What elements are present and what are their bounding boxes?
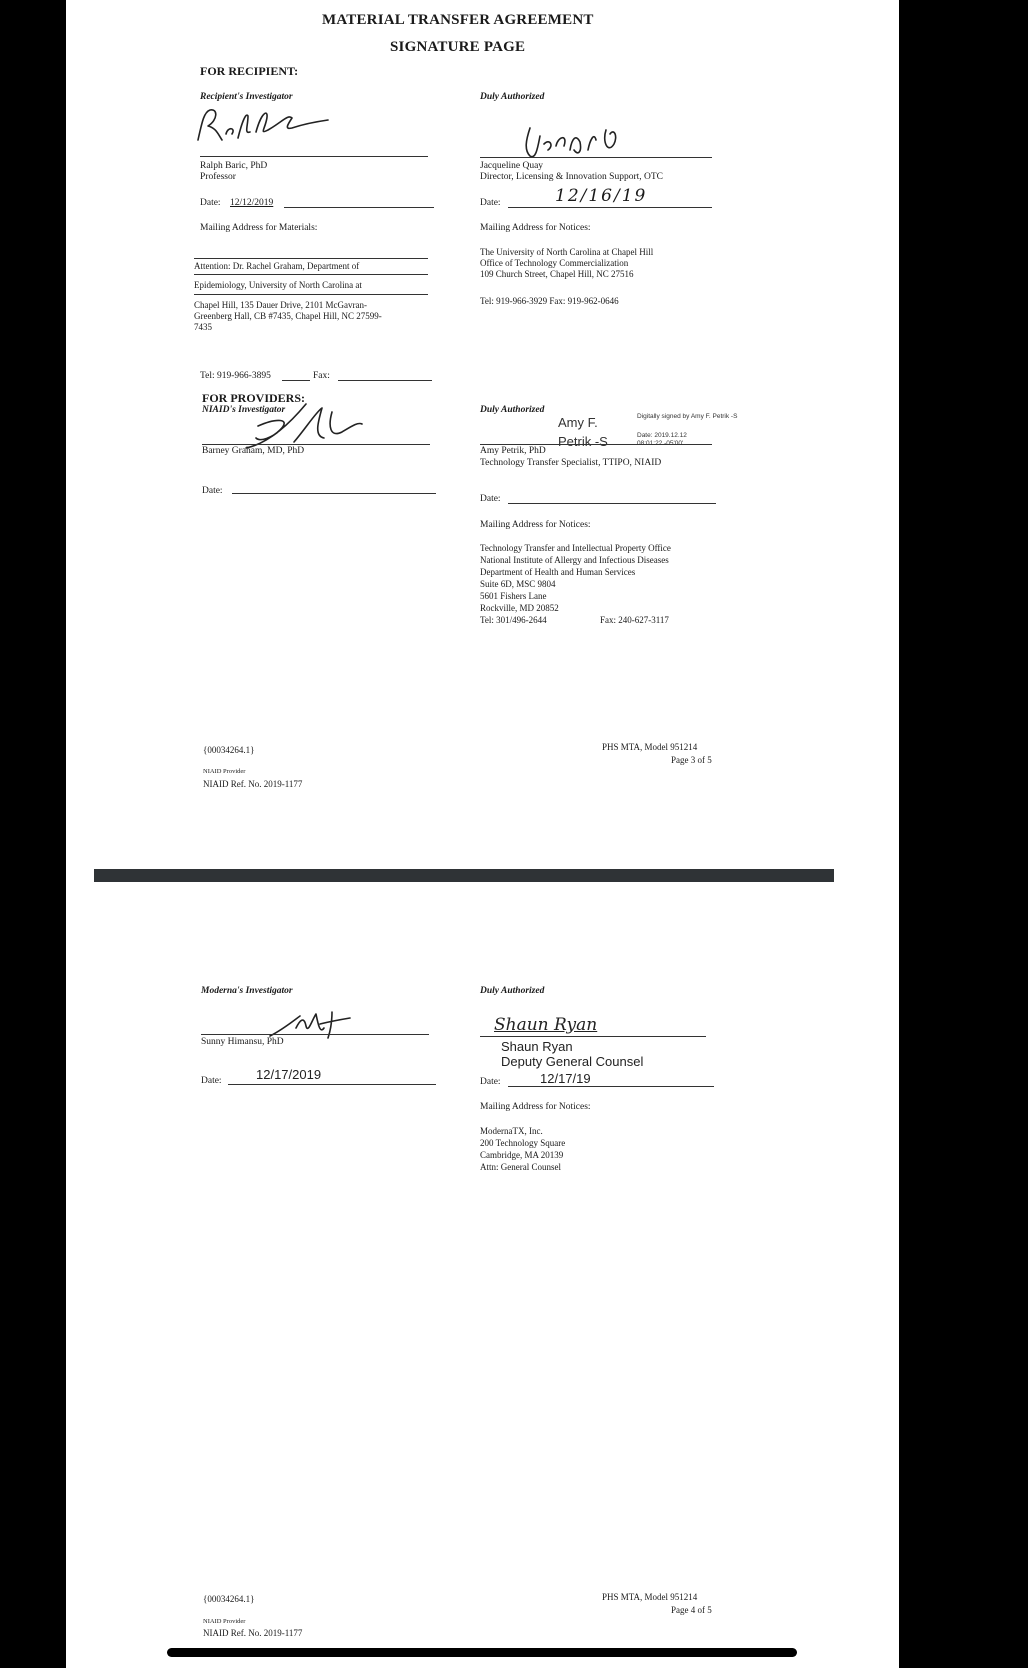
recipient-official-name: Jacqueline Quay: [480, 161, 544, 171]
recipient-address-line-1: Attention: Dr. Rachel Graham, Department of: [194, 261, 360, 271]
recipient-address-line-5: 7435: [194, 322, 212, 332]
recipient-official-title: Director, Licensing & Innovation Support, OTC: [480, 172, 663, 182]
moderna-official-address-line-2: 200 Technology Square: [480, 1138, 566, 1148]
document-title: MATERIAL TRANSFER AGREEMENT: [322, 12, 594, 28]
recipient-fax-line: [338, 380, 432, 381]
digital-signature-name-1: Amy F.: [558, 415, 598, 430]
provider-official-name: Amy Petrik, PhD: [480, 446, 546, 456]
recipient-address-line-3: Chapel Hill, 135 Dauer Drive, 2101 McGavran-: [194, 300, 367, 310]
recipient-official-role: Duly Authorized: [480, 92, 545, 102]
recipient-investigator-name: Ralph Baric, PhD: [200, 161, 268, 171]
provider-date-line: [232, 493, 436, 494]
moderna-investigator-date-line: [228, 1084, 436, 1085]
provider-heading: FOR PROVIDERS:: [202, 391, 306, 405]
provider-official-title: Technology Transfer Specialist, TTIPO, NIAID: [480, 458, 662, 468]
provider-investigator-name: Barney Graham, MD, PhD: [202, 446, 305, 456]
digital-signature-time: 08:01:22 -05'00': [637, 440, 684, 447]
moderna-investigator-role: Moderna's Investigator: [201, 986, 293, 996]
recipient-official-signature-line: [480, 157, 712, 158]
recipient-official-address-line-1: The University of North Carolina at Chapel Hill: [480, 247, 654, 257]
moderna-investigator-name: Sunny Himansu, PhD: [201, 1037, 284, 1047]
moderna-official-address-line-1: ModernaTX, Inc.: [480, 1126, 543, 1136]
page4-model: PHS MTA, Model 951214: [602, 1592, 698, 1602]
digital-signature-note: Digitally signed by Amy F. Petrik -S: [637, 413, 738, 420]
recipient-investigator-role: Recipient's Investigator: [200, 92, 293, 102]
moderna-investigator-date-label: Date:: [201, 1076, 222, 1086]
recipient-tel-value: 919-966-3895: [217, 371, 271, 381]
page3-model: PHS MTA, Model 951214: [602, 742, 698, 752]
home-indicator[interactable]: [167, 1648, 797, 1657]
recipient-tel-line: [282, 380, 310, 381]
recipient-tel-label: Tel:: [200, 371, 215, 381]
moderna-official-date-line: [508, 1086, 714, 1087]
recipient-address-line-2: Epidemiology, University of North Carolina at: [194, 280, 362, 290]
provider-official-tel: Tel: 301/496-2644: [480, 615, 547, 625]
provider-investigator-role: NIAID's Investigator: [202, 405, 286, 415]
page3-page-number: Page 3 of 5: [671, 755, 712, 765]
provider-official-address-line-1: Technology Transfer and Intellectual Property Office: [480, 543, 671, 553]
page3-provider-label: NIAID Provider: [203, 768, 246, 775]
ryan-signature: Shaun Ryan: [494, 1015, 598, 1035]
moderna-official-date-label: Date:: [480, 1077, 501, 1087]
page4-provider-label: NIAID Provider: [203, 1618, 246, 1625]
provider-official-address-line-4: Suite 6D, MSC 9804: [480, 579, 556, 589]
recipient-official-date-line: [508, 207, 712, 208]
moderna-official-name: Shaun Ryan: [501, 1039, 573, 1054]
provider-official-role: Duly Authorized: [480, 405, 545, 415]
page-divider: [94, 869, 834, 882]
provider-official-address-line-3: Department of Health and Human Services: [480, 567, 636, 577]
recipient-official-date-value: 12/16/19: [555, 186, 648, 206]
moderna-official-title: Deputy General Counsel: [501, 1054, 644, 1069]
provider-official-mailing-label: Mailing Address for Notices:: [480, 520, 591, 530]
quay-signature: [510, 120, 630, 162]
digital-signature-name-2: Petrik -S: [558, 434, 608, 449]
recipient-official-tel-fax: Tel: 919-966-3929 Fax: 919-962-0646: [480, 296, 619, 306]
provider-official-date-line: [508, 503, 716, 504]
recipient-address-rule-2: [194, 274, 428, 275]
recipient-official-address-line-2: Office of Technology Commercialization: [480, 258, 629, 268]
page3-doc-id: {00034264.1}: [203, 745, 255, 755]
page4-page-number: Page 4 of 5: [671, 1605, 712, 1615]
recipient-official-address-line-3: 109 Church Street, Chapel Hill, NC 27516: [480, 269, 634, 279]
page3-ref: NIAID Ref. No. 2019-1177: [203, 779, 303, 789]
moderna-official-address-line-4: Attn: General Counsel: [480, 1162, 561, 1172]
provider-official-address-line-6: Rockville, MD 20852: [480, 603, 559, 613]
baric-signature: [192, 104, 332, 150]
recipient-date-line: [284, 207, 434, 208]
moderna-investigator-date-value: 12/17/2019: [256, 1067, 322, 1082]
provider-date-label: Date:: [202, 486, 223, 496]
recipient-date-value: 12/12/2019: [230, 198, 274, 208]
page4-ref: NIAID Ref. No. 2019-1177: [203, 1628, 303, 1638]
page4-doc-id: {00034264.1}: [203, 1594, 255, 1604]
recipient-investigator-title: Professor: [200, 172, 236, 182]
digital-signature-date: Date: 2019.12.12: [637, 432, 687, 439]
moderna-official-mailing-label: Mailing Address for Notices:: [480, 1102, 591, 1112]
provider-official-address-line-2: National Institute of Allergy and Infectious Diseases: [480, 555, 669, 565]
recipient-address-rule-3: [194, 294, 428, 295]
recipient-address-rule-1: [194, 258, 428, 259]
recipient-fax-label: Fax:: [313, 371, 330, 381]
moderna-official-address-line-3: Cambridge, MA 20139: [480, 1150, 564, 1160]
moderna-investigator-signature-line: [201, 1034, 429, 1035]
document-subtitle: SIGNATURE PAGE: [390, 39, 526, 55]
moderna-official-date-value: 12/17/19: [540, 1071, 591, 1086]
recipient-investigator-signature-line: [200, 156, 428, 157]
moderna-official-role: Duly Authorized: [480, 986, 545, 996]
recipient-official-date-label: Date:: [480, 198, 501, 208]
recipient-date-label: Date:: [200, 198, 221, 208]
provider-official-address-line-5: 5601 Fishers Lane: [480, 591, 547, 601]
recipient-official-mailing-label: Mailing Address for Notices:: [480, 223, 591, 233]
moderna-official-signature-line: [480, 1036, 706, 1037]
recipient-address-line-4: Greenberg Hall, CB #7435, Chapel Hill, NC 27599-: [194, 311, 382, 321]
recipient-heading: FOR RECIPIENT:: [200, 64, 299, 78]
provider-official-fax: Fax: 240-627-3117: [600, 615, 669, 625]
recipient-mailing-label: Mailing Address for Materials:: [200, 223, 318, 233]
provider-official-date-label: Date:: [480, 494, 501, 504]
